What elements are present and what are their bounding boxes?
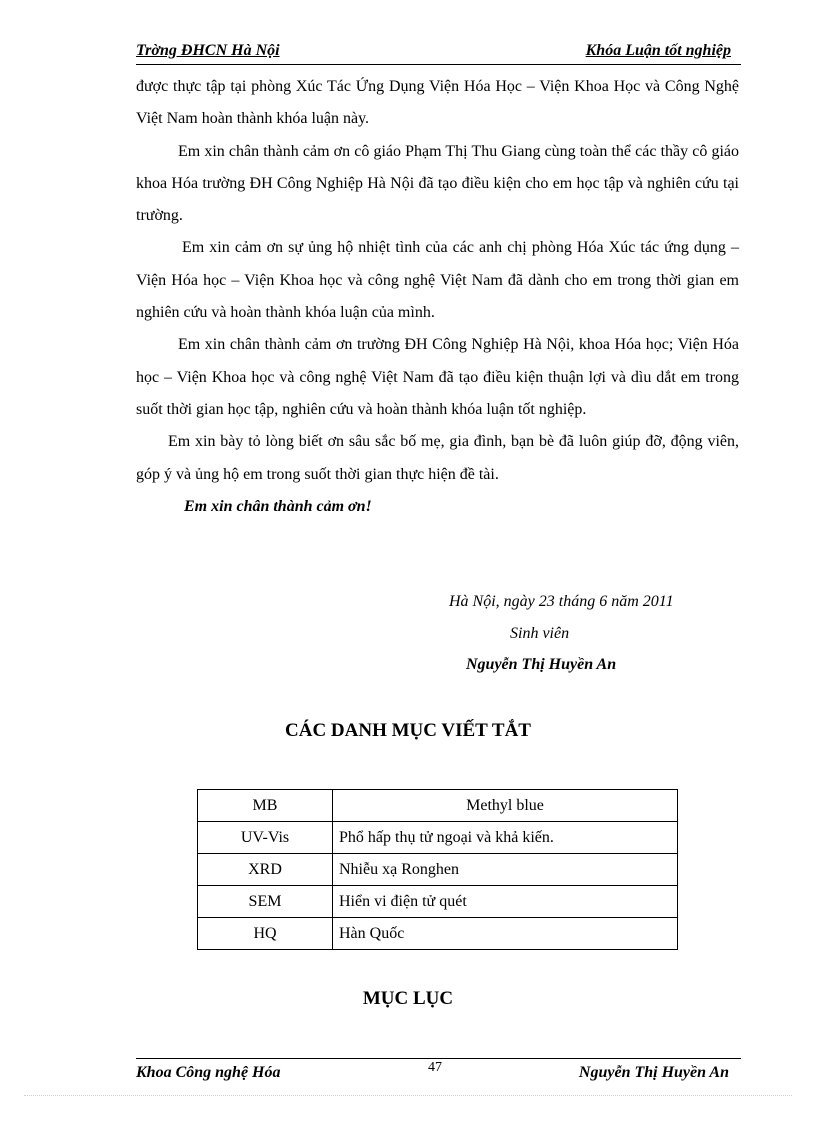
meaning-cell: Hàn Quốc — [333, 918, 678, 950]
body-text — [136, 71, 739, 523]
abbr-cell: HQ — [198, 918, 333, 950]
page-edge-divider — [24, 1095, 792, 1096]
signature-name: Nguyễn Thị Huyền An — [466, 656, 617, 673]
signature-role: Sinh viên — [510, 625, 570, 642]
signature-date: Hà Nội, ngày 23 tháng 6 năm 2011 — [449, 593, 674, 610]
page-header — [136, 40, 741, 65]
toc-title: MỤC LỤC — [362, 988, 454, 1009]
paragraph-thanks-teacher: Em xin chân thành cảm ơn cô giáo Phạm Thị Thu Giang cùng toàn thể các thầy cô giáo khoa Hóa trường ĐH Công Nghiệp Hà Nội đã tạo điều kiện cho em học tập và nghiên cứu tại trường. — [136, 142, 739, 225]
header-school: Trờng ĐHCN Hà Nội — [136, 42, 280, 59]
table-row — [198, 822, 678, 854]
table-row — [198, 790, 678, 822]
footer-author: Nguyễn Thị Huyền An — [578, 1064, 729, 1081]
table-row — [198, 886, 678, 918]
abbr-cell: SEM — [198, 886, 333, 918]
abbr-cell: XRD — [198, 854, 333, 886]
meaning-cell: Nhiễu xạ Ronghen — [333, 854, 678, 886]
abbreviations-title: CÁC DANH MỤC VIẾT TẮT — [285, 720, 531, 741]
page-footer — [136, 1058, 741, 1089]
table-row — [198, 918, 678, 950]
table-row — [198, 854, 678, 886]
abbreviations-table — [197, 789, 678, 950]
page-number: 47 — [428, 1060, 442, 1075]
footer-faculty: Khoa Công nghệ Hóa — [136, 1064, 281, 1081]
paragraph-thanks-lab: Em xin cảm ơn sự ủng hộ nhiệt tình của các anh chị phòng Hóa Xúc tác ứng dụng – Viện Hóa học – Viện Khoa học và công nghệ Việt Nam đã dành cho em trong thời gian em nghiên cứu và hoàn thành khóa luận của mình. — [136, 239, 739, 322]
paragraph-thanks-university: Em xin chân thành cảm ơn trường ĐH Công Nghiệp Hà Nội, khoa Hóa học; Viện Hóa học – Viện Khoa học và công nghệ Việt Nam đã tạo điều kiện thuận lợi và dìu dắt em trong suốt thời gian học tập, nghiên cứu và hoàn thành khóa luận tốt nghiệp. — [136, 336, 739, 418]
paragraph-intro: được thực tập tại phòng Xúc Tác Ứng Dụng Viện Hóa Học – Viện Khoa Học và Công Nghệ Việt Nam hoàn thành khóa luận này. — [136, 78, 739, 128]
abbr-cell: UV-Vis — [198, 822, 333, 854]
closing-thanks: Em xin chân thành cảm ơn! — [184, 497, 372, 515]
abbr-cell: MB — [198, 790, 333, 822]
meaning-cell: Methyl blue — [333, 790, 678, 822]
paragraph-thanks-family: Em xin bày tỏ lòng biết ơn sâu sắc bố mẹ, gia đình, bạn bè đã luôn giúp đỡ, động viên, góp ý và ủng hộ em trong suốt thời gian thực hiện đề tài. — [136, 433, 739, 483]
meaning-cell: Hiển vi điện tử quét — [333, 886, 678, 918]
header-doc-type: Khóa Luận tốt nghiệp — [585, 42, 731, 59]
meaning-cell: Phổ hấp thụ tử ngoại và khả kiến. — [333, 822, 678, 854]
